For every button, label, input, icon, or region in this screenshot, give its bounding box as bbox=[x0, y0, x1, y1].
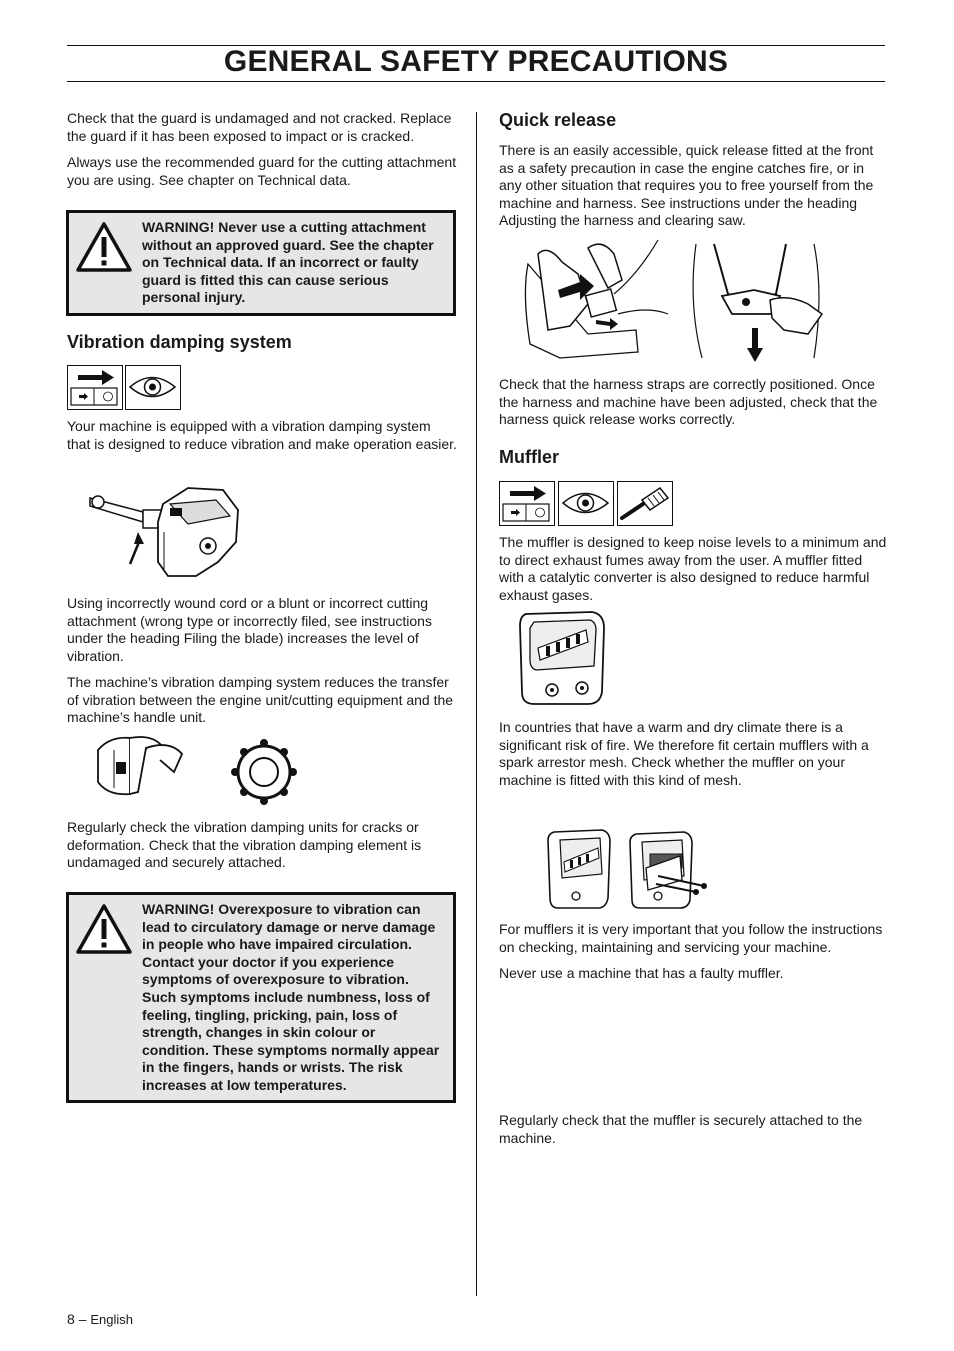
recommended-guard-paragraph: Always use the recommended guard for the cutting attachment you are using. See chapter on Technical data. bbox=[67, 154, 457, 188]
muffler-illustration bbox=[516, 608, 608, 708]
warning-triangle-icon bbox=[75, 221, 133, 273]
inspect-eye-icon bbox=[558, 481, 614, 526]
quick-release-paragraph: There is an easily accessible, quick release fitted at the front as a safety precaution in case the engine catches fire, or in any other situation that requires you to free yourself from the machine and harness. See instructions under the heading Adjusting the harness and clearing saw. bbox=[499, 142, 874, 228]
muffler-attached-paragraph: Regularly check that the muffler is securely attached to the machine. bbox=[499, 1112, 863, 1146]
vibration-damping-elements-illustration bbox=[90, 732, 300, 810]
check-damping-paragraph: Regularly check the vibration damping units for cracks or deformation. Check that the vibration damping element is undamaged and securely attached. bbox=[67, 819, 422, 870]
warning-text-guard: WARNING! Never use a cutting attachment without an approved guard. See the chapter on Technical data. If an incorrect or faulty guard is fitted this can cause serious personal injury. bbox=[142, 219, 434, 306]
faulty-muffler-paragraph: Never use a machine that has a faulty muffler. bbox=[499, 965, 784, 981]
warning-triangle-icon bbox=[75, 903, 133, 955]
guard-paragraph: Check that the guard is undamaged and not cracked. Replace the guard if it has been exposed to impact or is cracked. bbox=[67, 110, 452, 144]
warning-text-vibration: WARNING! Overexposure to vibration can lead to circulatory damage or nerve damage in people who have impaired circulation. Contact your doctor if you experience symptoms of overexposure to vibration. Such symptoms include numbness, loss of feeling, tingling, pricking, pain, loss of strength, changes in skin colour or condition. These symptoms normally appear in the fingers, hands or wrists. The risk increases at low temperatures. bbox=[142, 901, 440, 1093]
warning-box-vibration bbox=[66, 892, 456, 1103]
engine-unit-illustration bbox=[88, 482, 248, 582]
page-number: 8 – bbox=[67, 1311, 87, 1327]
quick-release-heading: Quick release bbox=[499, 110, 617, 130]
vibration-heading: Vibration damping system bbox=[67, 332, 292, 352]
vibration-intro-paragraph: Your machine is equipped with a vibration damping system that is designed to reduce vibration and make operation easier. bbox=[67, 418, 457, 452]
spark-arrestor-mesh-illustration bbox=[546, 828, 716, 912]
incorrect-cord-paragraph: Using incorrectly wound cord or a blunt or incorrect cutting attachment (wrong type or incorrectly filed, see instructions under the heading Filing the blade) increases the level of vibration. bbox=[67, 595, 432, 664]
footer-language: English bbox=[90, 1312, 133, 1327]
title-bottom-rule bbox=[67, 81, 885, 82]
column-divider bbox=[476, 112, 477, 1296]
warning-box-guard bbox=[66, 210, 456, 316]
muffler-maintenance-paragraph: For mufflers it is very important that you follow the instructions on checking, maintaining and servicing your machine. bbox=[499, 921, 883, 955]
cleaning-brush-icon bbox=[617, 481, 673, 526]
harness-quick-release-illustration bbox=[518, 234, 836, 364]
spark-arrestor-paragraph: In countries that have a warm and dry climate there is a significant risk of fire. We therefore fit certain mufflers with a spark arrestor mesh. Check whether the muffler on your machine is fitted with this kind of mesh. bbox=[499, 719, 869, 788]
muffler-purpose-paragraph: The muffler is designed to keep noise levels to a minimum and to direct exhaust fumes away from the user. A muffler fitted with a catalytic converter is also designed to reduce harmful exhaust gases. bbox=[499, 534, 887, 603]
page-footer bbox=[67, 1311, 133, 1327]
page-title: GENERAL SAFETY PRECAUTIONS bbox=[223, 45, 729, 78]
stop-switch-symbol-icon bbox=[499, 481, 555, 526]
damping-transfer-paragraph: The machine’s vibration damping system reduces the transfer of vibration between the engine unit/cutting equipment and the machine’s handle unit. bbox=[67, 674, 454, 725]
inspect-eye-icon bbox=[125, 365, 181, 410]
muffler-heading: Muffler bbox=[499, 447, 559, 467]
harness-check-paragraph: Check that the harness straps are correctly positioned. Once the harness and machine have been adjusted, check that the harness quick release works correctly. bbox=[499, 376, 878, 427]
stop-switch-symbol-icon bbox=[67, 365, 123, 410]
